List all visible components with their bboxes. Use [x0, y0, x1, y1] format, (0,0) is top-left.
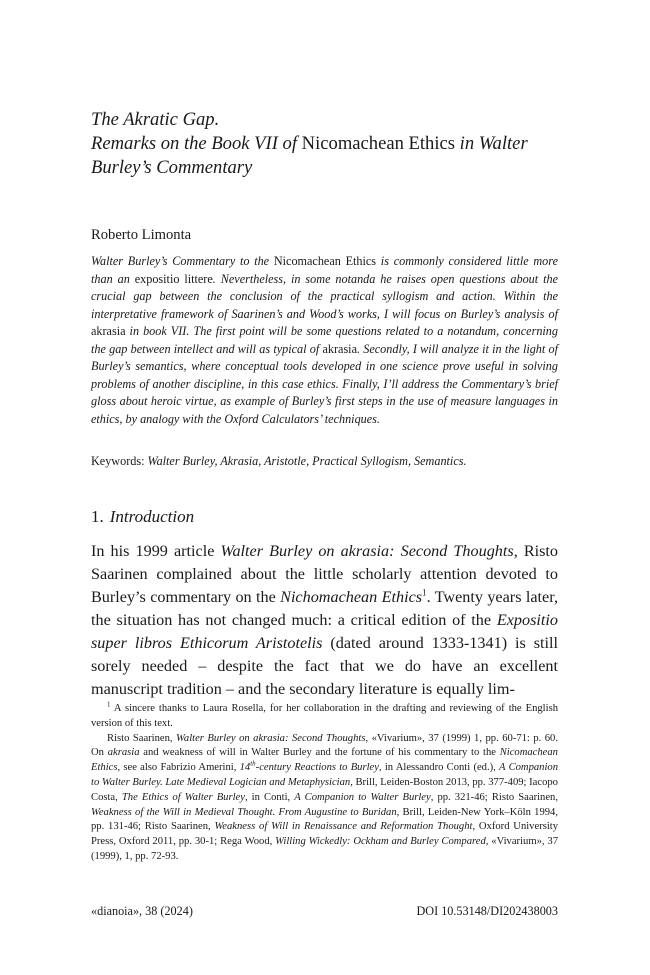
abstract-text: is commonly considered little more than an — [91, 254, 558, 286]
author-name: Roberto Limonta — [91, 227, 192, 243]
section-number: 1. — [91, 507, 104, 526]
abstract-text: Walter Burley’s Commentary to the — [91, 254, 274, 268]
footnote-references — [91, 732, 558, 865]
body-paragraph — [91, 540, 558, 701]
footnote-text: , Brill, Leiden-New York–Köln 1994, pp. 131-46; Risto Saarinen, — [91, 806, 558, 833]
footnote-text: The Ethics of Walter Burley — [121, 791, 245, 803]
footnote-text: , see also Fabrizio Amerini, — [117, 762, 240, 774]
footnote-text: and weakness of will in Walter Burley and the fortune of his commentary to the — [139, 747, 500, 759]
body-text: . Twenty years later, the situation has not changed much: a critical edition of the — [91, 588, 558, 629]
footnote-1 — [91, 702, 558, 732]
body-text: (dated around 1333-1341) is still sorely needed – despite the fact that we do have an excellent manuscript tradition – and the secondary literature is equally lim- — [91, 634, 559, 698]
doi-link[interactable]: DOI 10.53148/DI202438003 — [416, 904, 558, 918]
body-text: Walter Burley on akrasia: Second Thoughts — [220, 542, 514, 560]
footnote-text: , Brill, Leiden-Boston 2013, pp. 377-409; Iacopo Costa, — [91, 776, 558, 803]
journal-citation: «dianoia», 38 (2024) — [91, 904, 193, 918]
footnote-text: Walter Burley on akrasia: Second Thoughts — [176, 732, 366, 744]
title-line-1: The Akratic Gap. — [91, 109, 220, 130]
footnote-text: Nicomachean Ethics — [91, 747, 558, 774]
title-work: Nicomachean Ethics — [301, 133, 456, 154]
abstract — [91, 253, 558, 428]
title-line-2c: in Walter — [455, 133, 528, 154]
footnote-text: Weakness of Will in Renaissance and Reformation Thought — [214, 821, 473, 833]
keywords — [91, 452, 558, 470]
footnote-text: , pp. 321-46; Risto Saarinen, — [430, 791, 558, 803]
footnote-text: -century Reactions to Burley — [255, 762, 379, 774]
footnote-text: Weakness of the Will in Medieval Thought. From Augustine to Buridan — [91, 806, 397, 818]
footnote-text: , «Vivarium», 37 (1999), 1, pp. 72-93. — [91, 836, 558, 862]
footnote-text: Risto Saarinen, — [107, 732, 177, 744]
abstract-text: akrasia — [322, 341, 357, 356]
abstract-text: in book VII. The first point will be some questions related to a notandum, concerning the gap between intellect and will as typical of — [91, 324, 558, 356]
footnote-text: , Oxford University Press, Oxford 2011, pp. 30-1; Rega Wood, — [91, 821, 559, 848]
footnote-text: , in Conti, — [244, 791, 295, 803]
title-line-2a: Remarks on the Book VII of — [91, 133, 302, 154]
section-title: Introduction — [109, 507, 195, 526]
footnotes — [91, 702, 558, 865]
keywords-label: Keywords: — [91, 454, 148, 468]
abstract-text: . Nevertheless, in some notanda he raises open questions about the crucial gap between the conclusion of the practical syllogism and action. Within the interpretative framework of Saarinen’s and Wood’s works, I will focus on Burley’s analysis of — [91, 271, 558, 321]
section-heading — [91, 506, 558, 528]
footnote-text: A sincere thanks to Laura Rosella, for her collaboration in the drafting and reviewing of the English version of this text. — [91, 703, 558, 729]
article-title — [91, 108, 558, 180]
abstract-text: expositio littere — [134, 271, 213, 286]
footnote-text: , in Alessandro Conti (ed.), — [378, 762, 500, 774]
keywords-list: Walter Burley, Akrasia, Aristotle, Practical Syllogism, Semantics. — [147, 454, 467, 468]
body-text: In his 1999 article — [91, 542, 221, 560]
footnote-text: th — [250, 759, 256, 768]
abstract-text: akrasia — [91, 324, 126, 338]
abstract-text: Nicomachean Ethics — [273, 254, 377, 268]
footnote-text: Willing Wickedly: Ockham and Burley Compared — [275, 836, 486, 848]
footnote-text: A Companion to Walter Burley — [294, 791, 431, 803]
footnote-text: akrasia — [107, 747, 140, 759]
body-text: , Risto Saarinen complained about the little scholarly attention devoted to Burley’s commentary on the — [91, 542, 559, 606]
title-line-3: Burley’s Commentary — [91, 157, 253, 178]
footnote-mark: 1 — [107, 700, 111, 709]
footnote-text: 14 — [239, 762, 251, 774]
footnote-reference[interactable]: 1 — [422, 587, 427, 598]
abstract-text: . Secondly, I will analyze it in the light of Burley’s semantics, where conceptual tools developed in one science prove useful in solving problems of another discipline, in this case ethics. Finally, I’ll address the Commentary’s brief gloss about heroic virtue, as example of Burley’s first steps in the use of measure languages in ethics, by analogy with the Oxford Calculators’ techniques. — [91, 341, 558, 426]
body-text: Nichomachean Ethics — [280, 588, 423, 606]
footnote-text: , «Vivarium», 37 (1999) 1, pp. 60-71: p. 60. On — [91, 732, 558, 759]
body-text: Expositio super libros Ethicorum Aristotelis — [91, 611, 558, 652]
footnote-text: A Companion to Walter Burley. Late Medieval Logician and Metaphysician — [91, 762, 559, 788]
